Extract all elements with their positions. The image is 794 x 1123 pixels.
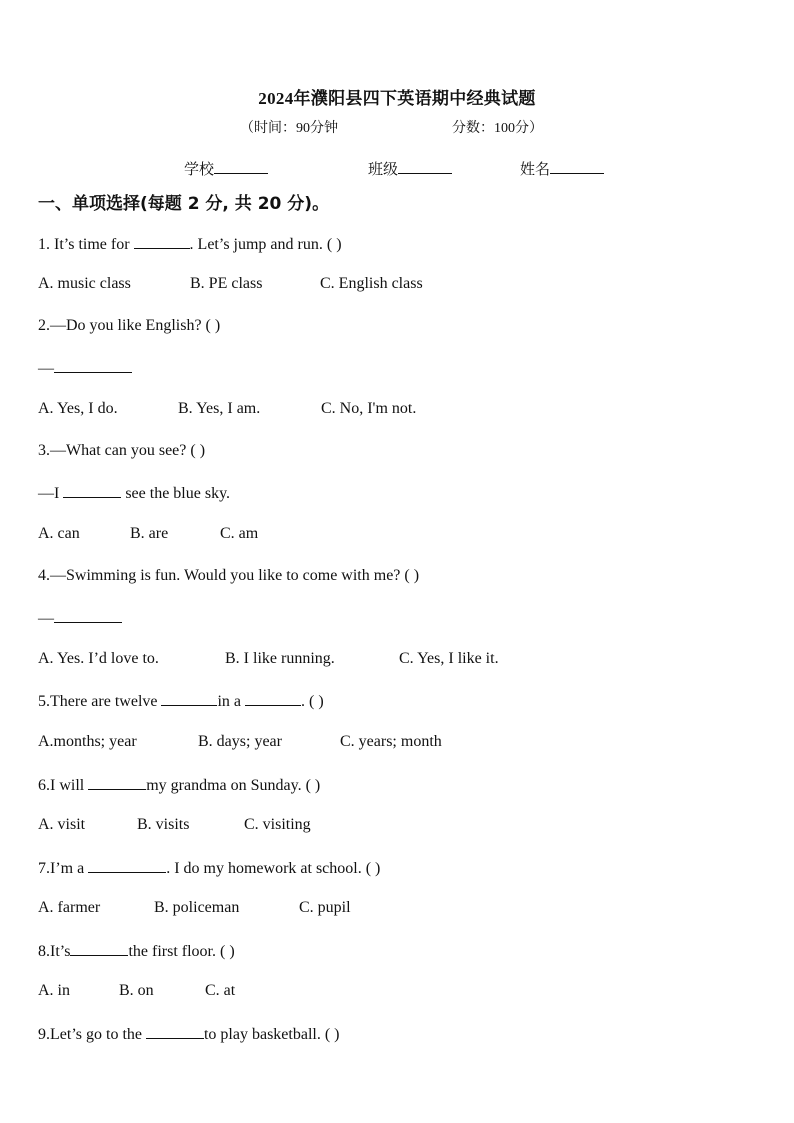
- blank[interactable]: [88, 775, 146, 790]
- class-field: [368, 158, 452, 179]
- options-8: [38, 982, 235, 1000]
- options-1: [38, 275, 423, 293]
- option-a[interactable]: A.months; year: [38, 733, 137, 750]
- option-b[interactable]: B. visits: [137, 816, 190, 833]
- blank[interactable]: [134, 234, 190, 249]
- total-score: 分数：100分）: [452, 121, 543, 136]
- blank[interactable]: [146, 1024, 204, 1039]
- question-7: 7.I’m a . I do my homework at school. ( ): [38, 860, 381, 877]
- option-c[interactable]: C. at: [205, 982, 236, 999]
- option-a[interactable]: A. music class: [38, 275, 131, 292]
- options-6: [38, 816, 311, 834]
- option-c[interactable]: C. English class: [320, 275, 423, 292]
- option-a[interactable]: A. can: [38, 525, 80, 542]
- options-4: [38, 650, 499, 668]
- answer-line-4: —: [38, 608, 122, 628]
- question-8: 8.It’s the first floor. ( ): [38, 943, 235, 960]
- option-a[interactable]: A. visit: [38, 816, 86, 833]
- option-b[interactable]: B. I like running.: [225, 650, 335, 667]
- option-b[interactable]: B. days; year: [198, 733, 282, 750]
- question-3: 3.—What can you see? ( ): [38, 442, 206, 459]
- blank[interactable]: [63, 483, 121, 498]
- options-3: [38, 525, 258, 543]
- blank[interactable]: [161, 691, 217, 706]
- option-b[interactable]: B. PE class: [190, 275, 263, 292]
- school-label: 学校: [184, 162, 215, 178]
- blank[interactable]: [88, 858, 166, 873]
- option-b[interactable]: B. on: [119, 982, 154, 999]
- question-9: 9.Let’s go to the to play basketball. ( ): [38, 1026, 340, 1043]
- option-c[interactable]: C. Yes, I like it.: [399, 650, 499, 667]
- option-c[interactable]: C. pupil: [299, 899, 351, 916]
- class-label: 班级: [368, 162, 399, 178]
- question-5: 5.There are twelve in a . ( ): [38, 693, 324, 710]
- name-label: 姓名: [520, 162, 551, 178]
- answer-line-3: —I see the blue sky.: [38, 485, 231, 502]
- options-5: [38, 733, 442, 751]
- blank[interactable]: [54, 608, 122, 623]
- blank[interactable]: [70, 941, 128, 956]
- exam-title: 2024年濮阳县四下英语期中经典试题: [258, 89, 536, 108]
- option-a[interactable]: A. Yes, I do.: [38, 400, 118, 417]
- time-limit: （时间：90分钟: [240, 121, 338, 136]
- option-b[interactable]: B. are: [130, 525, 169, 542]
- question-6: 6.I will my grandma on Sunday. ( ): [38, 777, 321, 794]
- options-2: [38, 400, 416, 418]
- question-4: 4.—Swimming is fun. Would you like to come with me? ( ): [38, 567, 420, 584]
- option-c[interactable]: C. years; month: [340, 733, 442, 750]
- blank[interactable]: [245, 691, 301, 706]
- question-2: 2.—Do you like English? ( ): [38, 317, 221, 334]
- school-field: [184, 158, 268, 179]
- section-heading: 一、单项选择(每题 2 分, 共 20 分)。: [38, 194, 330, 214]
- option-b[interactable]: B. policeman: [154, 899, 240, 916]
- school-blank[interactable]: [214, 159, 268, 174]
- options-7: [38, 899, 351, 917]
- option-c[interactable]: C. visiting: [244, 816, 311, 833]
- option-b[interactable]: B. Yes, I am.: [178, 400, 261, 417]
- blank[interactable]: [54, 358, 132, 373]
- name-field: [520, 158, 604, 179]
- option-a[interactable]: A. farmer: [38, 899, 101, 916]
- option-a[interactable]: A. Yes. I’d love to.: [38, 650, 159, 667]
- class-blank[interactable]: [398, 159, 452, 174]
- option-c[interactable]: C. am: [220, 525, 259, 542]
- option-c[interactable]: C. No, I'm not.: [321, 400, 417, 417]
- option-a[interactable]: A. in: [38, 982, 70, 999]
- answer-line-2: —: [38, 358, 132, 378]
- name-blank[interactable]: [550, 159, 604, 174]
- question-1: 1. It’s time for . Let’s jump and run. ( ): [38, 236, 342, 253]
